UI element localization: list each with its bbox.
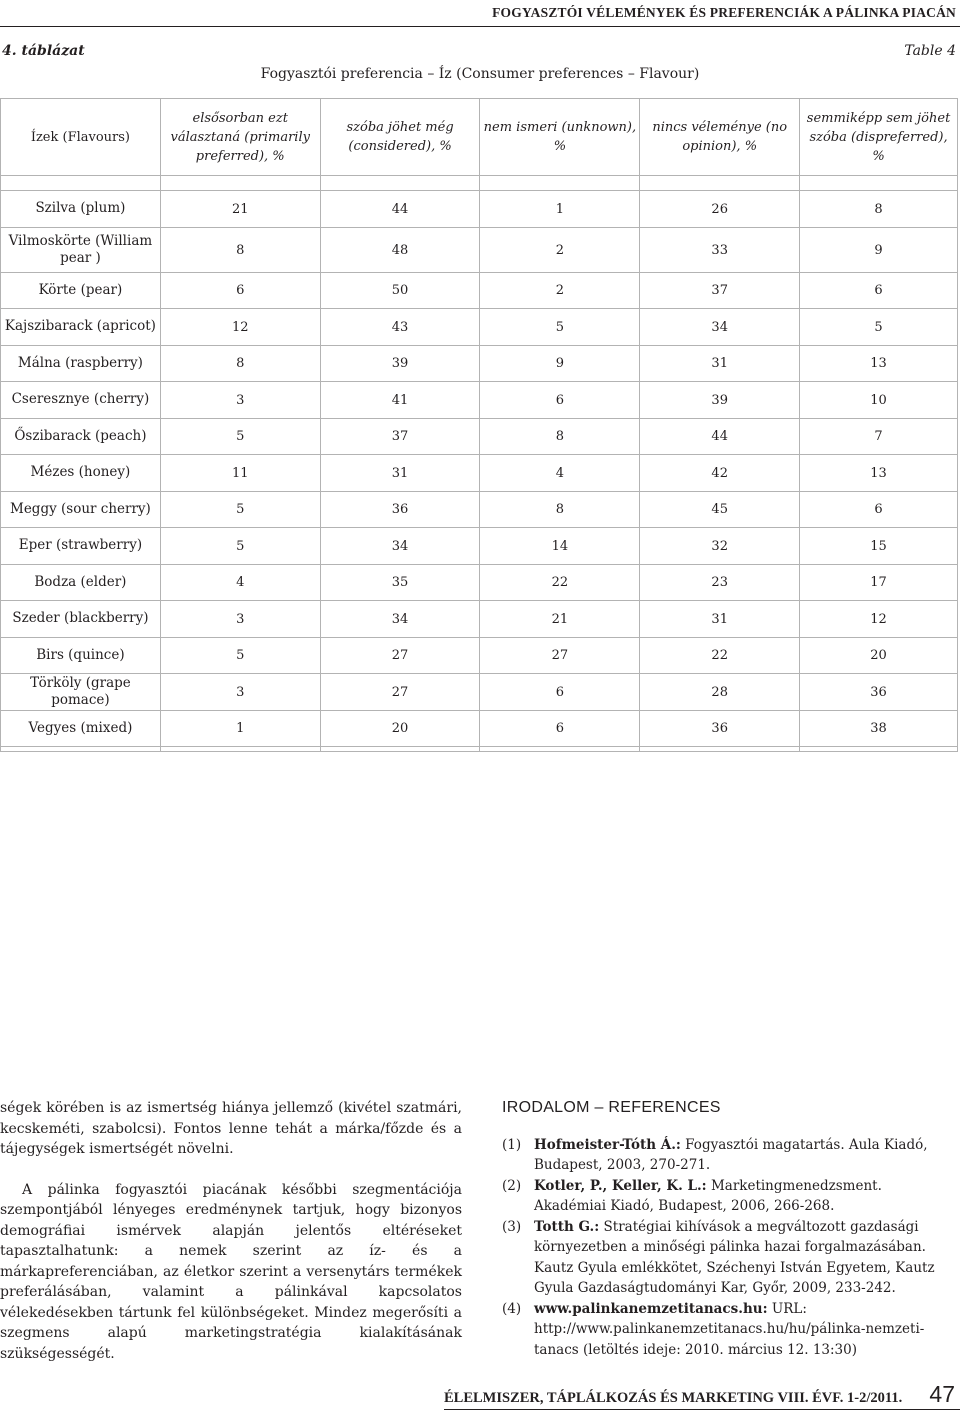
flavour-label: Törköly (grape pomace) [1, 674, 161, 711]
header-flavours: Ízek (Flavours) [1, 99, 161, 176]
body-paragraph: ségek körében is az ismertség hiánya jellemző (kivétel szatmári, kecskeméti, szabolcsi). Fontos lenne tehát a márka/főzde és a tájegységek ismertségét növelni. [0, 1100, 462, 1157]
flavour-label: Eper (strawberry) [1, 528, 161, 565]
percent-cell: 34 [320, 601, 480, 638]
percent-cell: 3 [160, 382, 320, 419]
percent-cell: 36 [320, 491, 480, 528]
running-head: FOGYASZTÓI VÉLEMÉNYEK ÉS PREFERENCIÁK A PÁLINKA PIACÁN [492, 5, 956, 20]
header-unknown: nem ismeri (unknown), % [480, 99, 640, 176]
percent-cell: 31 [320, 455, 480, 492]
percent-cell: 45 [640, 491, 800, 528]
percent-cell: 1 [480, 191, 640, 228]
reference-item [502, 1135, 958, 1176]
percent-cell: 39 [320, 345, 480, 382]
reference-text [534, 1176, 958, 1217]
table-row [1, 674, 958, 711]
flavour-label: Bodza (elder) [1, 564, 161, 601]
percent-cell: 23 [640, 564, 800, 601]
percent-cell: 8 [480, 491, 640, 528]
footer-rule [444, 1409, 960, 1410]
percent-cell: 43 [320, 309, 480, 346]
percent-cell: 36 [800, 674, 958, 711]
reference-details: Stratégiai kihívások a megváltozott gazdasági környezetben a minőségi pálinka hazai forgalmazásában. Kautz Gyula emlékkötet, Széchenyi István Egyetem, Kautz Gyula Gazdaságtudományi Kar, Győr, 2009, 233-242. [534, 1218, 935, 1296]
percent-cell: 44 [640, 418, 800, 455]
percent-cell: 2 [480, 227, 640, 272]
reference-details: Marketingmenedzsment. Akadémiai Kiadó, Budapest, 2006, 266-268. [534, 1177, 882, 1214]
header-considered: szóba jöhet még (considered), % [320, 99, 480, 176]
reference-number: (1) [502, 1136, 522, 1153]
percent-cell: 50 [320, 272, 480, 309]
percent-cell: 42 [640, 455, 800, 492]
percent-cell: 39 [640, 382, 800, 419]
table-title: Fogyasztói preferencia – Íz (Consumer preferences – Flavour) [260, 66, 700, 82]
table-row [1, 601, 958, 638]
percent-cell: 31 [640, 601, 800, 638]
percent-cell: 3 [160, 674, 320, 711]
table-row [1, 345, 958, 382]
percent-cell: 22 [640, 637, 800, 674]
flavour-label: Őszibarack (peach) [1, 418, 161, 455]
spacer-row [1, 176, 958, 191]
table-row [1, 455, 958, 492]
percent-cell: 5 [160, 491, 320, 528]
percent-cell: 8 [160, 345, 320, 382]
header-no-opinion: nincs véleménye (no opinion), % [640, 99, 800, 176]
table-row [1, 309, 958, 346]
percent-cell: 6 [160, 272, 320, 309]
percent-cell: 20 [320, 710, 480, 747]
references-list [502, 1135, 958, 1361]
flavour-label: Kajszibarack (apricot) [1, 309, 161, 346]
references-section [502, 1098, 958, 1360]
flavour-label: Mézes (honey) [1, 455, 161, 492]
reference-authors: Hofmeister-Tóth Á.: [534, 1136, 681, 1153]
percent-cell: 10 [800, 382, 958, 419]
percent-cell: 6 [480, 710, 640, 747]
percent-cell: 6 [800, 491, 958, 528]
reference-authors: Totth G.: [534, 1218, 600, 1235]
percent-cell: 5 [160, 418, 320, 455]
percent-cell: 8 [480, 418, 640, 455]
percent-cell: 21 [160, 191, 320, 228]
reference-number: (3) [502, 1218, 522, 1235]
table-row [1, 491, 958, 528]
table-row [1, 418, 958, 455]
reference-number: (4) [502, 1300, 522, 1317]
reference-text [534, 1299, 958, 1361]
reference-item [502, 1217, 958, 1299]
header-rule [0, 26, 960, 27]
references-heading: IRODALOM – REFERENCES [502, 1099, 721, 1116]
reference-item [502, 1176, 958, 1217]
percent-cell: 14 [480, 528, 640, 565]
percent-cell: 11 [160, 455, 320, 492]
table-number-en: Table 4 [904, 43, 956, 59]
percent-cell: 27 [480, 637, 640, 674]
reference-authors: www.palinkanemzetitanacs.hu: [534, 1300, 768, 1317]
page-number: 47 [929, 1381, 955, 1407]
table-row [1, 191, 958, 228]
header-primarily-preferred: elsősorban ezt választaná (primarily preferred), % [160, 99, 320, 176]
flavour-label: Körte (pear) [1, 272, 161, 309]
percent-cell: 17 [800, 564, 958, 601]
percent-cell: 15 [800, 528, 958, 565]
percent-cell: 48 [320, 227, 480, 272]
percent-cell: 35 [320, 564, 480, 601]
percent-cell: 2 [480, 272, 640, 309]
percent-cell: 13 [800, 345, 958, 382]
reference-authors: Kotler, P., Keller, K. L.: [534, 1177, 707, 1194]
flavour-label: Vilmoskörte (William pear ) [1, 227, 161, 272]
percent-cell: 8 [160, 227, 320, 272]
reference-number: (2) [502, 1177, 522, 1194]
table-header-row [1, 99, 958, 176]
reference-item [502, 1299, 958, 1361]
percent-cell: 36 [640, 710, 800, 747]
percent-cell: 8 [800, 191, 958, 228]
percent-cell: 5 [480, 309, 640, 346]
percent-cell: 34 [640, 309, 800, 346]
percent-cell: 26 [640, 191, 800, 228]
percent-cell: 5 [160, 637, 320, 674]
percent-cell: 9 [800, 227, 958, 272]
percent-cell: 13 [800, 455, 958, 492]
body-text-column [0, 1098, 462, 1364]
percent-cell: 27 [320, 637, 480, 674]
percent-cell: 1 [160, 710, 320, 747]
table-row [1, 710, 958, 747]
percent-cell: 21 [480, 601, 640, 638]
table-row [1, 528, 958, 565]
percent-cell: 4 [480, 455, 640, 492]
percent-cell: 32 [640, 528, 800, 565]
reference-details: Fogyasztói magatartás. Aula Kiadó, Budapest, 2003, 270-271. [534, 1136, 928, 1173]
table-row [1, 272, 958, 309]
flavour-label: Vegyes (mixed) [1, 710, 161, 747]
flavour-label: Cseresznye (cherry) [1, 382, 161, 419]
percent-cell: 6 [480, 674, 640, 711]
spacer-row [1, 747, 958, 752]
table-row [1, 637, 958, 674]
percent-cell: 34 [320, 528, 480, 565]
percent-cell: 27 [320, 674, 480, 711]
percent-cell: 12 [800, 601, 958, 638]
percent-cell: 44 [320, 191, 480, 228]
percent-cell: 28 [640, 674, 800, 711]
table-row [1, 227, 958, 272]
percent-cell: 4 [160, 564, 320, 601]
header-dispreferred: semmiképp sem jöhet szóba (dispreferred), % [800, 99, 958, 176]
footer-journal-title: ÉLELMISZER, TÁPLÁLKOZÁS ÉS MARKETING VIII. ÉVF. 1-2/2011. [444, 1390, 903, 1406]
percent-cell: 9 [480, 345, 640, 382]
flavour-preference-table [0, 98, 958, 752]
percent-cell: 31 [640, 345, 800, 382]
percent-cell: 7 [800, 418, 958, 455]
reference-text [534, 1135, 958, 1176]
percent-cell: 20 [800, 637, 958, 674]
percent-cell: 6 [800, 272, 958, 309]
percent-cell: 38 [800, 710, 958, 747]
flavour-label: Birs (quince) [1, 637, 161, 674]
percent-cell: 33 [640, 227, 800, 272]
reference-details: URL: http://www.palinkanemzetitanacs.hu/hu/pálinka-nemzeti-tanacs (letöltés ideje: 2010. március 12. 13:30) [534, 1300, 925, 1358]
percent-cell: 6 [480, 382, 640, 419]
percent-cell: 37 [320, 418, 480, 455]
table-number-hu: 4. táblázat [2, 43, 85, 59]
percent-cell: 37 [640, 272, 800, 309]
percent-cell: 12 [160, 309, 320, 346]
flavour-label: Málna (raspberry) [1, 345, 161, 382]
percent-cell: 5 [160, 528, 320, 565]
percent-cell: 3 [160, 601, 320, 638]
reference-text [534, 1217, 958, 1299]
percent-cell: 41 [320, 382, 480, 419]
table-row [1, 382, 958, 419]
flavour-label: Szeder (blackberry) [1, 601, 161, 638]
flavour-label: Meggy (sour cherry) [1, 491, 161, 528]
body-paragraph: A pálinka fogyasztói piacának későbbi szegmentációja szempontjából lényeges eredménynek tartjuk, hogy bizonyos demográfiai ismérvek alapján jelentős eltéréseket tapasztalhatunk: a nemek szerint az íz- és a márkapreferenciában, az életkor szerint a versenytárs termékek preferálásában, valamint a pálinkával kapcsolatos vélekedésekben tártunk fel különbségeket. Mindez megerősíti a szegmens alapú marketingstratégia kialakításának szükségességét. [0, 1181, 462, 1362]
flavour-label: Szilva (plum) [1, 191, 161, 228]
percent-cell: 5 [800, 309, 958, 346]
table-row [1, 564, 958, 601]
percent-cell: 22 [480, 564, 640, 601]
